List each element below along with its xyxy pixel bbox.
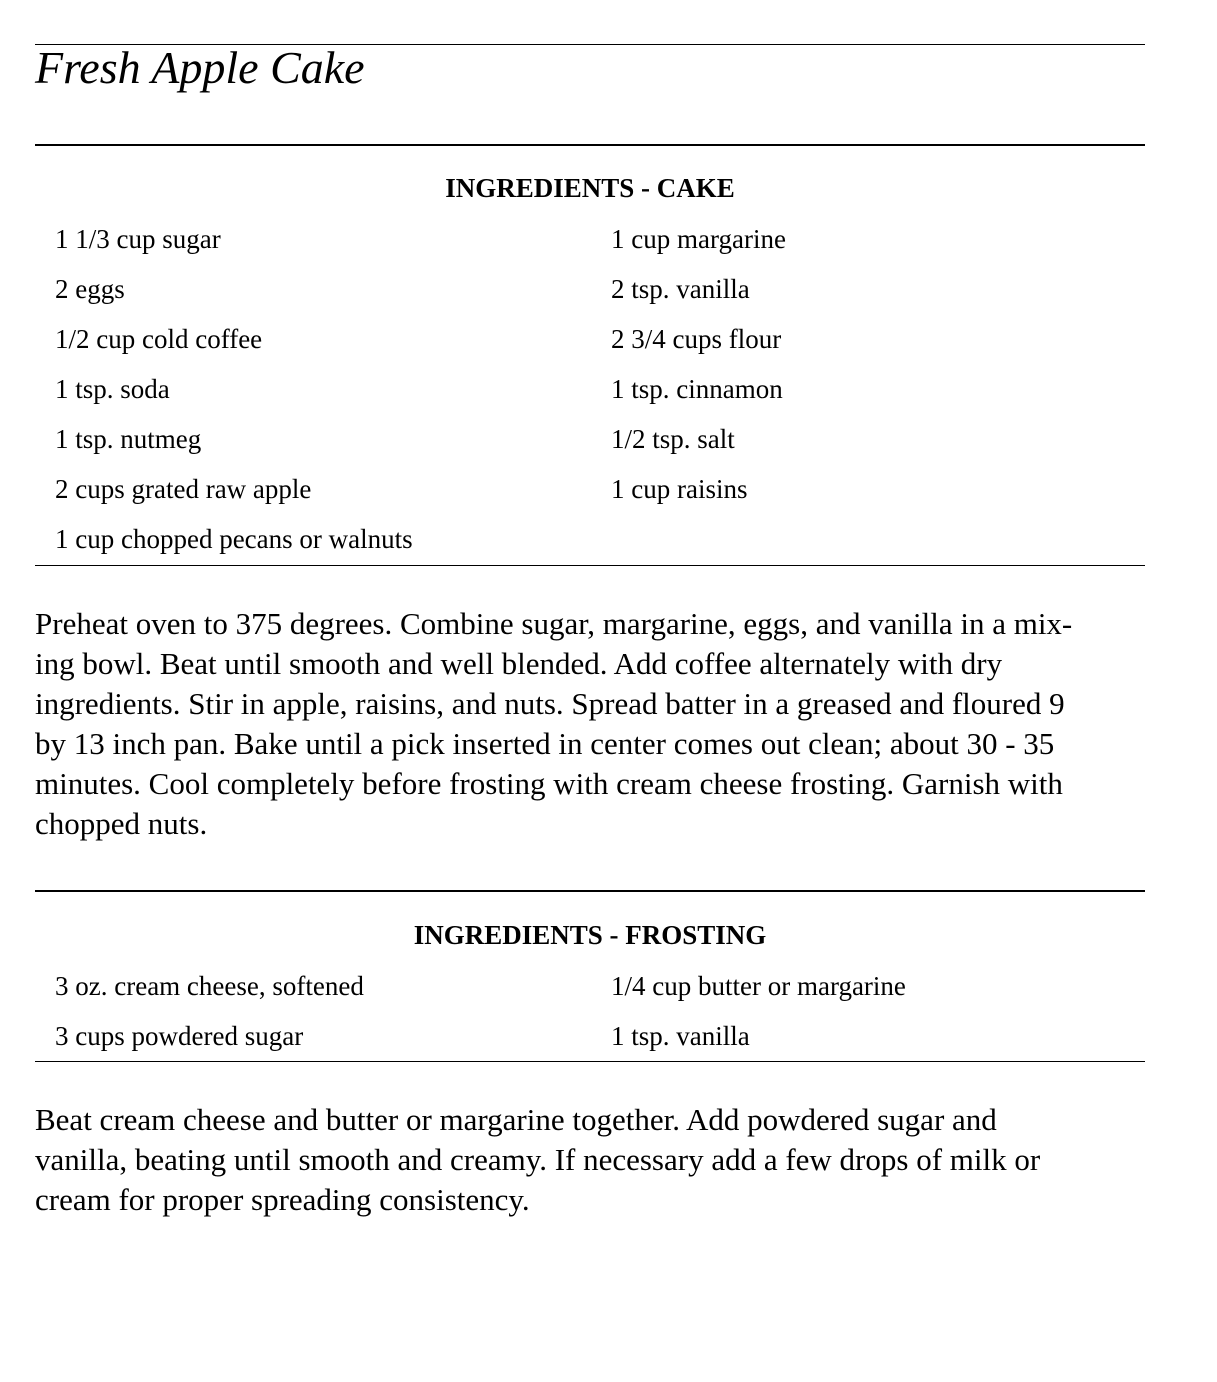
- ingredient-row: [55, 464, 1135, 514]
- ingredient-row: [55, 264, 1135, 314]
- ingredient-row: [55, 364, 1135, 414]
- ingredient-row: [55, 214, 1135, 264]
- frosting-ingredients-bottom-rule: [35, 1061, 1145, 1062]
- frosting-directions: [35, 1100, 1150, 1220]
- ingredient-item: 1 tsp. soda: [55, 374, 170, 404]
- ingredient-item: 3 oz. cream cheese, softened: [55, 971, 364, 1001]
- directions-line: cream for proper spreading consistency.: [35, 1182, 530, 1217]
- ingredient-item: 3 cups powdered sugar: [55, 1021, 304, 1051]
- ingredient-item: 1 1/3 cup sugar: [55, 224, 221, 254]
- directions-line: Beat cream cheese and butter or margarine together. Add powdered sugar and: [35, 1102, 997, 1137]
- ingredient-row: [55, 1011, 1135, 1061]
- recipe-title: Fresh Apple Cake: [35, 42, 365, 93]
- frosting-section-top-rule: [35, 890, 1145, 892]
- cake-ingredients-heading: INGREDIENTS - CAKE: [445, 173, 735, 203]
- ingredient-row: [55, 514, 1135, 564]
- ingredient-item: [611, 514, 1131, 564]
- ingredient-item: 1 tsp. nutmeg: [55, 424, 202, 454]
- ingredient-item: 1 tsp. vanilla: [611, 1021, 750, 1051]
- ingredient-row: [55, 414, 1135, 464]
- ingredient-item: 2 cups grated raw apple: [55, 474, 312, 504]
- frosting-ingredients-heading: INGREDIENTS - FROSTING: [413, 920, 767, 950]
- ingredient-item: 1 cup margarine: [611, 224, 786, 254]
- ingredient-item: 1 tsp. cinnamon: [611, 374, 783, 404]
- ingredient-item: 1/2 tsp. salt: [611, 424, 735, 454]
- cake-section-top-rule: [35, 144, 1145, 146]
- directions-line: by 13 inch pan. Bake until a pick inserted in center comes out clean; about 30 - 35: [35, 726, 1055, 761]
- directions-line: Preheat oven to 375 degrees. Combine sugar, margarine, eggs, and vanilla in a mix-: [35, 606, 1073, 641]
- cake-ingredients-bottom-rule: [35, 565, 1145, 566]
- cake-ingredients-list: [55, 214, 1135, 564]
- frosting-ingredients-list: [55, 961, 1135, 1061]
- ingredient-item: 2 tsp. vanilla: [611, 274, 750, 304]
- directions-line: minutes. Cool completely before frosting with cream cheese frosting. Garnish with: [35, 766, 1063, 801]
- ingredient-item: 2 eggs: [55, 274, 125, 304]
- ingredient-item: 2 3/4 cups flour: [611, 324, 782, 354]
- ingredient-item: 1 cup chopped pecans or walnuts: [55, 524, 413, 554]
- ingredient-row: [55, 961, 1135, 1011]
- directions-line: ingredients. Stir in apple, raisins, and nuts. Spread batter in a greased and floured 9: [35, 686, 1065, 721]
- cake-directions: [35, 604, 1150, 844]
- directions-line: vanilla, beating until smooth and creamy. If necessary add a few drops of milk or: [35, 1142, 1041, 1177]
- directions-line: ing bowl. Beat until smooth and well blended. Add coffee alternately with dry: [35, 646, 1003, 681]
- ingredient-item: 1 cup raisins: [611, 474, 748, 504]
- ingredient-item: 1/2 cup cold coffee: [55, 324, 263, 354]
- ingredient-row: [55, 314, 1135, 364]
- ingredient-item: 1/4 cup butter or margarine: [611, 971, 906, 1001]
- directions-line: chopped nuts.: [35, 806, 208, 841]
